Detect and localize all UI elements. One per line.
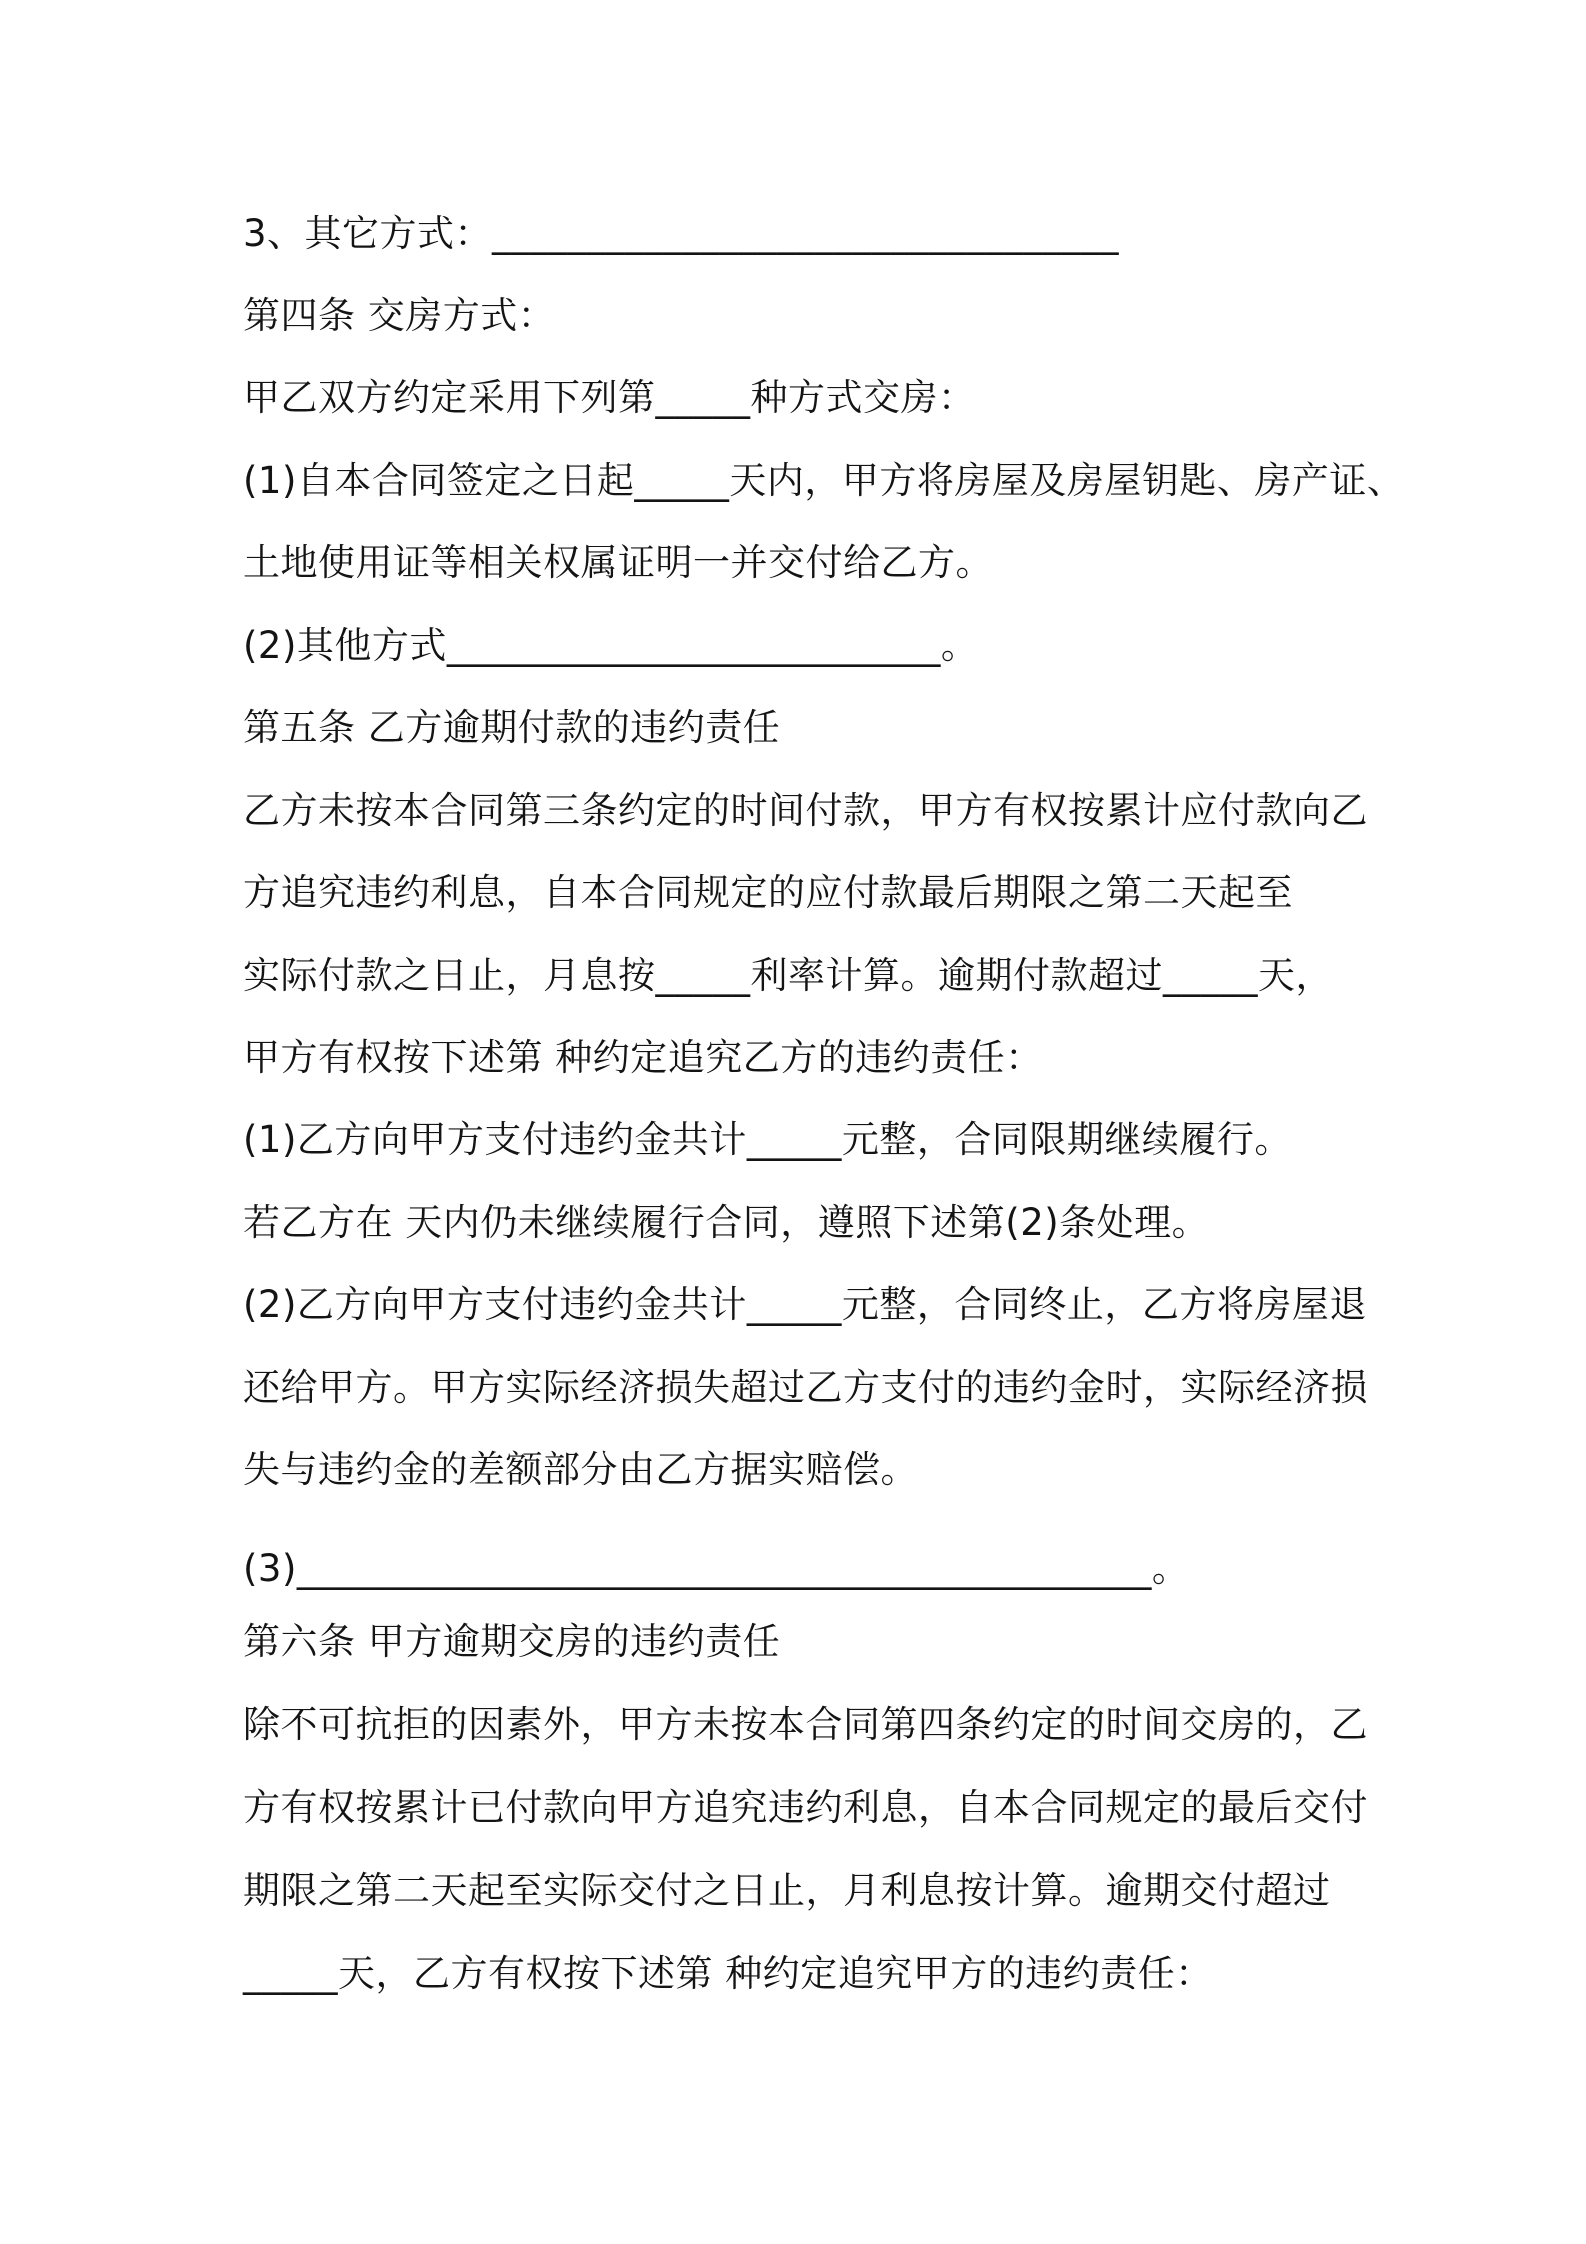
text-line-art5-option-3: (3)_____________________________________________。 xyxy=(243,1547,1190,1590)
text-line-delivery-choice: 甲乙双方约定采用下列第_____种方式交房： xyxy=(243,376,976,419)
text-line-art5-para-3: 实际付款之日止，月息按_____利率计算。逾期付款超过_____天， xyxy=(243,954,1333,997)
text-line-delivery-option-1b: 土地使用证等相关权属证明一并交付给乙方。 xyxy=(243,541,993,584)
heading-article-6: 第六条 甲方逾期交房的违约责任 xyxy=(243,1620,781,1663)
text-line-delivery-option-1a: (1)自本合同签定之日起_____天内，甲方将房屋及房屋钥匙、房产证、 xyxy=(243,459,1405,502)
text-line-art6-para-4: _____天，乙方有权按下述第 种约定追究甲方的违约责任： xyxy=(243,1952,1213,1995)
text-line-art5-para-1: 乙方未按本合同第三条约定的时间付款，甲方有权按累计应付款向乙 xyxy=(243,789,1368,832)
heading-article-4: 第四条 交房方式： xyxy=(243,294,556,337)
text-line-art6-para-2: 方有权按累计已付款向甲方追究违约利息，自本合同规定的最后交付 xyxy=(243,1786,1368,1829)
heading-article-5: 第五条 乙方逾期付款的违约责任 xyxy=(243,706,781,749)
text-line-art5-para-2: 方追究违约利息，自本合同规定的应付款最后期限之第二天起至 xyxy=(243,871,1293,914)
text-line-art5-option-2b: 还给甲方。甲方实际经济损失超过乙方支付的违约金时，实际经济损 xyxy=(243,1366,1368,1409)
text-line-art5-option-2a: (2)乙方向甲方支付违约金共计_____元整，合同终止，乙方将房屋退 xyxy=(243,1283,1367,1326)
text-line-other-method: 3、其它方式：_________________________________ xyxy=(243,212,1120,255)
text-line-art6-para-1: 除不可抗拒的因素外，甲方未按本合同第四条约定的时间交房的，乙 xyxy=(243,1703,1368,1746)
text-line-art6-para-3: 期限之第二天起至实际交付之日止，月利息按计算。逾期交付超过 xyxy=(243,1869,1331,1912)
text-line-delivery-option-2: (2)其他方式__________________________。 xyxy=(243,624,979,667)
text-line-art5-option-1: (1)乙方向甲方支付违约金共计_____元整，合同限期继续履行。 xyxy=(243,1118,1292,1161)
text-line-art5-option-2c: 失与违约金的差额部分由乙方据实赔偿。 xyxy=(243,1448,918,1491)
text-line-art5-option-1b: 若乙方在 天内仍未继续履行合同，遵照下述第(2)条处理。 xyxy=(243,1201,1210,1244)
text-line-art5-para-4: 甲方有权按下述第 种约定追究乙方的违约责任： xyxy=(243,1036,1043,1079)
